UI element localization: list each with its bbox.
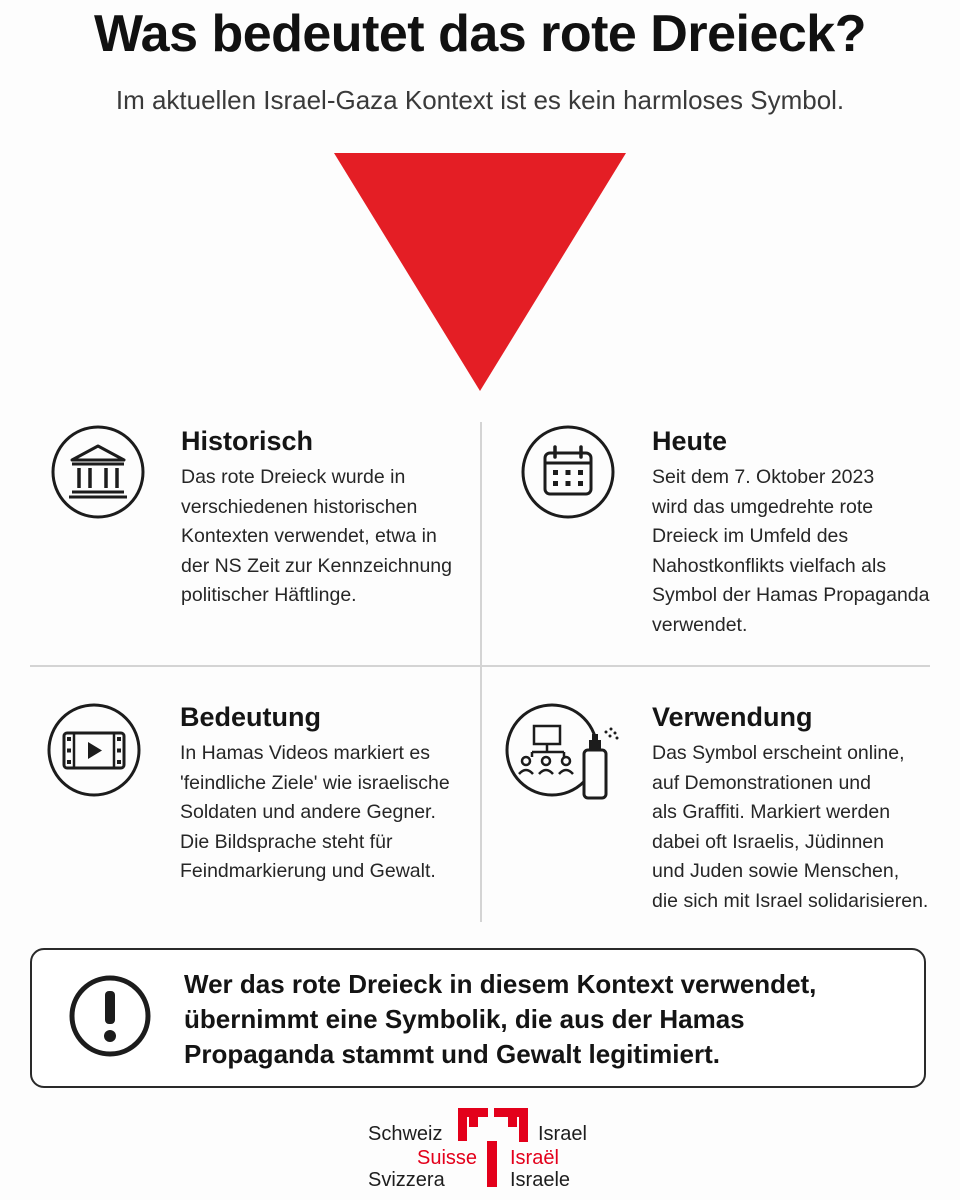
logo-word-schweiz: Schweiz (368, 1123, 443, 1145)
presentation-spray-can-icon (504, 702, 624, 802)
section-text-verwendung: Das Symbol erscheint online, auf Demonstrationen und als Graffiti. Markiert werden dabei oft Israelis, Jüdinnen und Juden sowie Menschen, die sich mit Israel solidarisieren. (652, 742, 929, 912)
schweiz-israel-logo (360, 1105, 600, 1190)
page-subtitle: Im aktuellen Israel-Gaza Kontext ist es kein harmloses Symbol. (115, 85, 845, 115)
page-title: Was bedeutet das rote Dreieck? (94, 5, 866, 63)
section-title-historisch: Historisch (181, 426, 314, 456)
museum-building-icon (50, 424, 146, 520)
logo-word-israele: Israele (510, 1169, 571, 1191)
section-title-verwendung: Verwendung (652, 702, 813, 732)
section-text-heute: Seit dem 7. Oktober 2023 wird das umgedrehte rote Dreieck im Umfeld des Nahostkonflikts vielfach als Symbol der Hamas Propaganda verwendet. (652, 466, 930, 636)
grid-divider-horizontal (30, 665, 930, 667)
logo-word-israel: Israel (538, 1123, 587, 1145)
section-title-heute: Heute (652, 426, 728, 456)
grid-divider-vertical (480, 422, 482, 922)
logo-word-israel-fr: Israël (510, 1147, 559, 1169)
logo-word-svizzera: Svizzera (368, 1169, 445, 1191)
logo-emblem-icon (456, 1105, 530, 1190)
calendar-icon (520, 424, 616, 520)
section-text-bedeutung: In Hamas Videos markiert es 'feindliche Ziele' wie israelische Soldaten und andere Gegner. Die Bildsprache steht für Feindmarkierung und Gewalt. (180, 742, 450, 882)
video-play-icon (46, 702, 142, 798)
exclamation-icon (68, 974, 152, 1058)
red-triangle-icon (334, 153, 626, 391)
section-text-historisch: Das rote Dreieck wurde in verschiedenen historischen Kontexten verwendet, etwa in der NS Zeit zur Kennzeichnung politischer Häftlinge. (181, 466, 452, 606)
warning-callout (30, 948, 926, 1088)
callout-message: Wer das rote Dreieck in diesem Kontext verwendet, übernimmt eine Symbolik, die aus der Hamas Propaganda stammt und Gewalt legitimiert. (184, 969, 817, 1069)
section-title-bedeutung: Bedeutung (180, 702, 321, 732)
logo-word-suisse: Suisse (417, 1147, 478, 1169)
